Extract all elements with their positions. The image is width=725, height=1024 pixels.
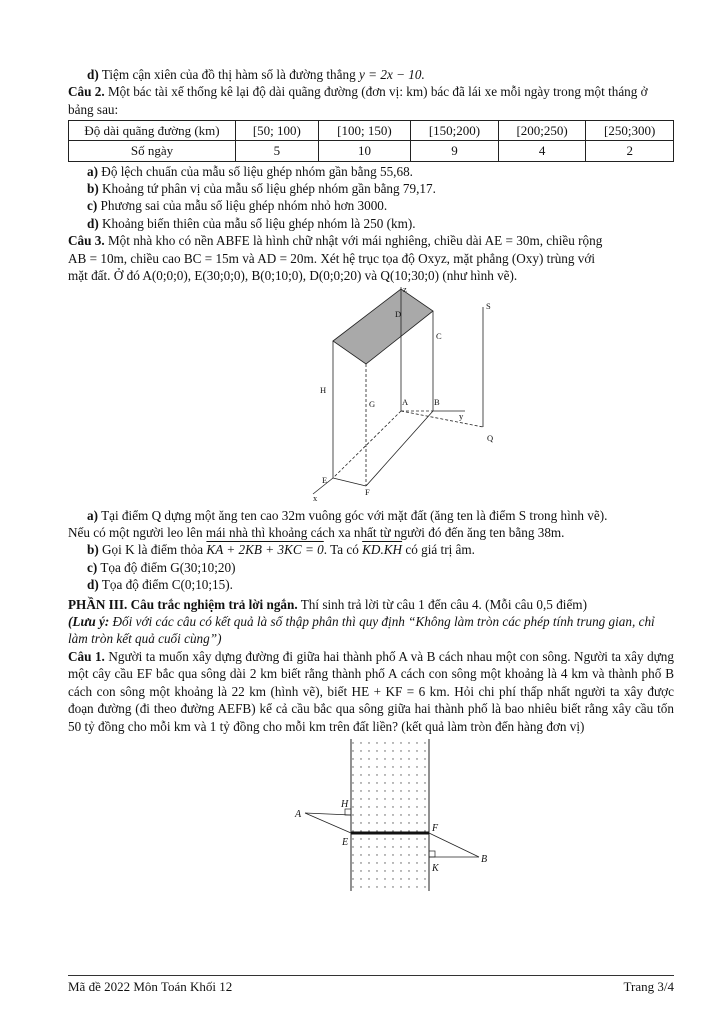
option-text: có giá trị âm. xyxy=(405,542,475,558)
table-header-cell: Độ dài quãng đường (km) xyxy=(69,121,236,141)
table-cell: [250;300) xyxy=(586,121,674,141)
label-B: B xyxy=(434,396,440,407)
q3-option-c xyxy=(68,559,674,576)
option-label: a) xyxy=(87,163,98,179)
section-title: PHẦN III. Câu trắc nghiệm trả lời ngắn. xyxy=(68,596,298,612)
warehouse-3d-figure xyxy=(303,287,503,503)
q2-option-c xyxy=(68,197,674,214)
option-text: Độ lệch chuẩn của mẫu số liệu ghép nhóm gần bằng 55,68. xyxy=(101,163,413,179)
option-label: d) xyxy=(87,577,99,593)
question-text: Một nhà kho có nền ABFE là hình chữ nhật với mái nghiêng, chiều dài AE = 30m, chiều rộng xyxy=(107,233,603,249)
table-cell: 2 xyxy=(586,141,674,161)
q3-option-b xyxy=(68,541,674,558)
option-label: d) xyxy=(87,67,99,82)
table-cell: 9 xyxy=(411,141,499,161)
section-desc: Thí sinh trả lời từ câu 1 đến câu 4. (Mỗi câu 0,5 điểm) xyxy=(300,596,587,612)
label-E: E xyxy=(322,474,328,485)
option-text: Tại điểm Q dựng một ăng ten cao 32m vuông góc với mặt đất (ăng ten là điểm S trong hình vẽ). xyxy=(101,507,608,523)
table-row xyxy=(69,141,674,161)
table-cell: [150;200) xyxy=(411,121,499,141)
option-label: d) xyxy=(87,215,99,231)
option-text: Tọa độ điểm C(0;10;15). xyxy=(101,577,233,593)
table-cell: [200;250) xyxy=(498,121,586,141)
page-footer xyxy=(68,975,674,995)
option-label: a) xyxy=(87,507,98,523)
label-y: y xyxy=(459,410,464,421)
label-A: A xyxy=(402,396,409,407)
option-label: c) xyxy=(87,559,98,575)
label-D: D xyxy=(395,308,402,319)
label-z: z xyxy=(403,286,407,294)
option-label: b) xyxy=(87,181,99,196)
table-cell: 5 xyxy=(236,141,319,161)
label-K: K xyxy=(432,863,439,875)
table-row xyxy=(69,121,674,141)
label-F: F xyxy=(365,486,370,497)
label-S: S xyxy=(486,300,491,311)
table-cell: 4 xyxy=(498,141,586,161)
question-label: Câu 3. xyxy=(68,233,105,249)
table-cell: [100; 150) xyxy=(318,121,410,141)
q3-stem-line3: mặt đất. Ở đó A(0;0;0), E(30;0;0), B(0;10;0), D(0;0;20) và Q(10;30;0) (như hình vẽ). xyxy=(68,268,518,284)
q1d-line xyxy=(68,66,674,83)
label-x: x xyxy=(313,492,318,503)
label-Q: Q xyxy=(487,432,494,443)
vector-product: KD.KH xyxy=(362,542,403,558)
part3-note xyxy=(68,613,674,648)
footer-exam-code: Mã đề 2022 Môn Toán Khối 12 xyxy=(68,979,233,994)
question-text: Một bác tài xế thống kê lại độ dài quãng đường (đơn vị: km) bác đã lái xe mỗi ngày trong một tháng ở bảng sau: xyxy=(68,84,648,117)
roof-face xyxy=(333,286,433,364)
segment-AH xyxy=(305,813,351,815)
option-text: Tọa độ điểm G(30;10;20) xyxy=(100,559,236,575)
label-C: C xyxy=(436,330,442,341)
river-bridge-figure xyxy=(293,739,493,891)
q1-stem xyxy=(68,648,674,735)
q2-option-d xyxy=(68,215,674,232)
footer-page-number: Trang 3/4 xyxy=(623,979,674,994)
option-text: . Ta có xyxy=(323,542,359,558)
option-text: Khoảng biến thiên của mẫu số liệu ghép nhóm là 250 (km). xyxy=(102,215,416,231)
q2-option-b xyxy=(68,180,674,197)
q2-stem xyxy=(68,83,674,118)
option-label: c) xyxy=(87,198,98,214)
label-F: F xyxy=(432,823,439,835)
segment-FB xyxy=(429,833,479,857)
equation: y = 2x − 10. xyxy=(359,67,425,82)
note-label: (Lưu ý: xyxy=(68,614,110,630)
right-angle-K xyxy=(429,851,435,857)
note-text: Đối với các câu có kết quả là số thập phân thì quy định “Không làm tròn các phép tính trung gian, chỉ làm tròn kết quả cuối cùng”) xyxy=(68,614,655,647)
q3-stem-line2: AB = 10m, chiều cao BC = 15m và AD = 20m. Xét hệ trục tọa độ Oxyz, mặt phẳng (Oxy) trùng với xyxy=(68,250,596,266)
label-E: E xyxy=(342,837,349,849)
edge-BF xyxy=(366,411,433,486)
exam-page xyxy=(68,66,674,891)
option-text: Tiệm cận xiên của đồ thị hàm số là đường thẳng xyxy=(101,67,356,82)
label-H: H xyxy=(320,384,327,395)
q3-option-d xyxy=(68,576,674,593)
option-text: Khoảng tứ phân vị của mẫu số liệu ghép nhóm gần bằng 79,17. xyxy=(102,181,436,196)
label-A: A xyxy=(295,809,302,821)
table-cell: 10 xyxy=(318,141,410,161)
option-text: Gọi K là điểm thỏa xyxy=(102,542,204,558)
label-H: H xyxy=(341,799,349,811)
option-text: Phương sai của mẫu số liệu ghép nhóm nhỏ hơn 3000. xyxy=(100,198,388,214)
q3-option-a-cont: Nếu có một người leo lên mái nhà thì khoảng cách xa nhất từ người đó đến ăng ten bằng 38m. xyxy=(68,524,565,540)
q2-option-a xyxy=(68,163,674,180)
part3-heading xyxy=(68,596,674,613)
option-label: b) xyxy=(87,542,99,558)
frequency-table xyxy=(68,120,674,161)
q3-stem xyxy=(68,232,674,249)
label-G: G xyxy=(369,398,376,409)
edge-EF xyxy=(333,478,366,486)
table-cell: [50; 100) xyxy=(236,121,319,141)
river-area xyxy=(351,739,429,891)
table-header-cell: Số ngày xyxy=(69,141,236,161)
segment-AE xyxy=(305,813,351,833)
edge-AE xyxy=(333,411,401,478)
label-B: B xyxy=(481,854,488,866)
vector-equation: KA + 2KB + 3KC = 0 xyxy=(206,542,324,558)
question-label: Câu 1. xyxy=(68,648,105,664)
q3-option-a xyxy=(68,507,674,524)
line-AQ xyxy=(401,411,483,427)
question-text: Người ta muốn xây dựng đường đi giữa hai thành phố A và B cách nhau một con sông. Người ta xây dựng một cây cầu EF bắc qua sông dài 2 km biết rằng thành phố A cách con sông một khoảng là 4 km và thành phố B cách con sông một khoảng là 22 km (hình vẽ), biết HE + KF = 6 km. Hỏi chi phí thấp nhất người ta xây được đoạn đường (đi theo đường AEFB) kể cả cầu bắc qua sông giữa hai thành phố là bao nhiêu biết rằng xây cầu tốn 50 tỷ đồng cho mỗi km và 1 tỷ đồng cho mỗi km trên đất liền? (kết quả làm tròn đến hàng đơn vị) xyxy=(68,648,674,734)
question-label: Câu 2. xyxy=(68,84,105,100)
